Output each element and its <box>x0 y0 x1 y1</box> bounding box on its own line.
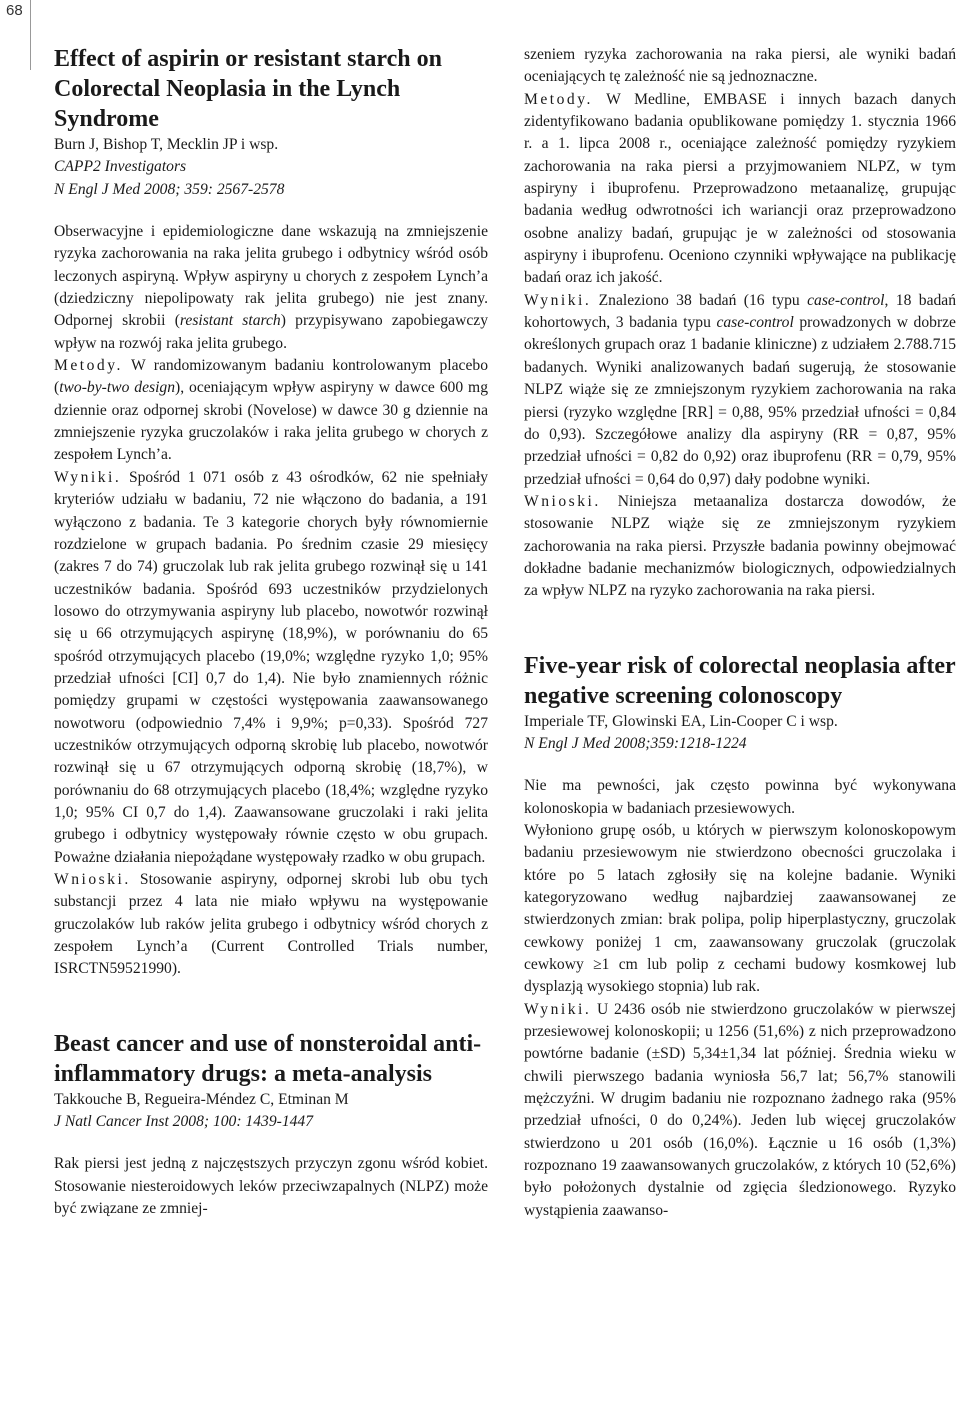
article-source: N Engl J Med 2008; 359: 2567-2578 <box>54 180 285 198</box>
article-authors: Burn J, Bishop T, Mecklin JP i wsp. <box>54 136 279 153</box>
article-intro: Obserwacyjne i epidemiologiczne dane wskazują na zmniejszenie ryzyka zachorowania na raka jelita grubego i odbytnicy wśród osób leczonych aspiryną. Wpływ aspiryny u chorych z zespołem Lynch’a (dziedziczny niepolipowaty rak jelita grubego) nie jest znany. Odpornej skrobii (resistant starch) przypisywano zapobiegawczy wpływ na rozwój raka jelita grubego. <box>54 223 488 352</box>
article-results: Wyniki. U 2436 osób nie stwierdzono gruczolaków w pierwszej przesiewowej kolonoskopii; u 1256 (51,6%) z nich przeprowadzono powtórne badanie (±SD) 5,34±1,34 lat później. Średnia wieku w chwili pierwszego badania wyniosła 56,7 lat; 56,7% stanowili mężczyźni. W drugim badaniu nie rozpoznano żadnego raka (95% przedział ufności, 0 do 0,24%). Jeden lub więcej gruczolaków stwierdzono u 201 osób (16,0%). Łącznie u 16 osób (1,3%) rozpoznano 19 zaawansowanych gruczolaków, z których 10 (52,6%) było położonych dystalnie od zgięcia śledzionowego. Ryzyko wystąpienia zaawanso- <box>524 1000 956 1219</box>
page-rule <box>30 0 31 70</box>
article-conclusions: Wnioski. Niniejsza metaanaliza dostarcza dowodów, że stosowanie NLPZ wiąże się ze zmniejszonym ryzykiem zachorowania na raka piersi. Przyszłe badania powinny obejmować dokładne badanie mechanizmów biologicznych, odpowiedzialnych za wpływ NLPZ na ryzyko zachorowania na raka piersi. <box>524 492 956 600</box>
article-title: Effect of aspirin or resistant starch on Colorectal Neoplasia in the Lynch Syndrome <box>54 46 442 132</box>
article-conclusions: Wnioski. Stosowanie aspiryny, odpornej skrobi lub obu tych substancji przez 4 lata nie miało wpływu na występowanie gruczolaków lub raków jelita grubego i odbytnicy wśród chorych z zespołem Lynch’a (Current Controlled Trials number, ISRCTN59521990). <box>54 871 488 978</box>
page-number: 68 <box>6 2 23 19</box>
article-title: Five-year risk of colorectal neoplasia after negative screening colonoscopy <box>524 652 956 709</box>
article-intro-continued: szeniem ryzyka zachorowania na raka piersi, ale wyniki badań oceniających tę zależność nie są jednoznaczne. <box>524 46 956 86</box>
article-methods: Metody. W randomizowanym badaniu kontrolowanym placebo (two-by-two design), oceniającym wpływ aspiryny w dawce 600 mg dziennie oraz odpornej skrobi (Novelose) w dawce 30 g dziennie na zmniejszenie ryzyka gruczolaków i raka jelita grubego w chorych z zespołem Lynch’a. <box>54 357 488 464</box>
article-title: Beast cancer and use of nonsteroidal anti-inflammatory drugs: a meta-analysis <box>54 1030 482 1087</box>
article-results: Wyniki. Znaleziono 38 badań (16 typu case-control, 18 badań kohortowych, 3 badania typu case-control prowadzonych w dobrze określonych grupach oraz 1 badanie kliniczne) z udziałem 2.788.715 badanych. Wyniki analizowanych badań sugerują, że stosowanie NLPZ wiąże się ze zmniejszonym ryzykiem zachorowania na raka piersi (ryzyko względne [RR] = 0,88, 95% przedział ufności = 0,84 do 0,93). Szczegółowe analizy dla aspiryny (RR = 0,87, 95% przedział ufności = 0,82 do 0,92) oraz ibuprofenu (RR = 0,79, 95% przedział ufności = 0,64 do 0,97) dały podobne wyniki. <box>524 291 956 488</box>
article-aspirin-lynch <box>54 44 488 981</box>
left-column <box>54 44 488 1220</box>
article-methods: Metody. W Medline, EMBASE i innych bazach danych zidentyfikowano badania opublikowane pomiędzy 1. stycznia 1966 r. a 1. lipca 2008 r., oceniające zależność pomiędzy ryzykiem zachorowania na raka piersi a przyjmowaniem NLPZ, w tym aspiryny i ibuprofenu. Przeprowadzono metaanalizę, grupując badania według odwrotności ich wariancji oraz przeprowadzono osobne analizy badań, grupując je w zależności od stosowania aspiryny i ibuprofenu. Oceniono czynniki wpływające na publikację badań oraz ich jakość. <box>524 90 956 287</box>
article-source: J Natl Cancer Inst 2008; 100: 1439-1447 <box>54 1113 314 1131</box>
article-authors: Takkouche B, Regueira-Méndez C, Etminan M <box>54 1090 349 1108</box>
article-breast-cancer-nsaid-continued <box>524 44 956 603</box>
right-column <box>524 44 956 1222</box>
article-intro: Nie ma pewności, jak często powinna być wykonywana kolonoskopia w badaniach przesiewowych. <box>524 777 956 817</box>
article-breast-cancer-nsaid <box>54 1029 488 1221</box>
article-intro: Rak piersi jest jedną z najczęstszych przyczyn zgonu wśród kobiet. Stosowanie niesteroidowych leków przeciwzapalnych (NLPZ) może być związane ze zmniej- <box>54 1155 488 1218</box>
article-team: CAPP2 Investigators <box>54 158 187 176</box>
article-results: Wyniki. Spośród 1 071 osób z 43 ośrodków, 62 nie spełniały kryteriów udziału w badaniu, 72 nie włączono do badania, a 191 wyłączono z badania. Te 3 kategorie chorych były równomiernie rozdzielone w grupach badania. Po średnim czasie 29 miesięcy (zakres 7 do 74) gruczolak lub rak jelita grubego rozwinął się u 141 uczestników badania. Spośród 693 uczestników przydzielonych losowo do otrzymywania aspiryny lub placebo, nowotwór rozwinął się u 66 otrzymujących aspirynę (18,9%), w porównaniu do 65 spośród otrzymujących placebo (19,0%; względne ryzyko 1,0; 95% przedział ufności [CI] 0,7 do 1,4). Nie było znamiennych różnic pomiędzy grupami w częstości występowania zaawansowanego nowotworu (odpowiednio 7,4% i 9,9%; p=0,33). Spośród 727 uczestników otrzymujących odporną skrobię lub placebo, nowotwór rozwinął się u 67 otrzymujących odporną skrobię (18,7%), w porównaniu do 68 otrzymujących placebo (18,4%; względne ryzyko 1,0; 95% CI 0,7 do 1,4). Zaawansowane gruczolaki i raki jelita grubego i odbytnicy występowały równie często w obu grupach. Poważne działania niepożądane występowały rzadko w obu grupach. <box>54 468 488 866</box>
article-colonoscopy-risk <box>524 651 956 1223</box>
article-methods: Wyłoniono grupę osób, u których w pierwszym kolonoskopowym badaniu przesiewowym nie stwierdzono obecności gruczolaka i które po 5 latach zgłosiły się na kolejne badanie. Wyniki kategoryzowano według najbardziej zaawansowanej ze stwierdzonych zmian: brak polipa, polip hiperplastyczny, gruczolak cewkowy poniżej 1 cm, zaawansowany gruczolak (gruczolak cewkowy ≥1 cm lub polip z cechami budowy kosmkowej lub dysplazją wysokiego stopnia) lub rak. <box>524 821 956 996</box>
article-source: N Engl J Med 2008;359:1218-1224 <box>524 734 747 752</box>
article-authors: Imperiale TF, Glowinski EA, Lin-Cooper C i wsp. <box>524 712 838 730</box>
